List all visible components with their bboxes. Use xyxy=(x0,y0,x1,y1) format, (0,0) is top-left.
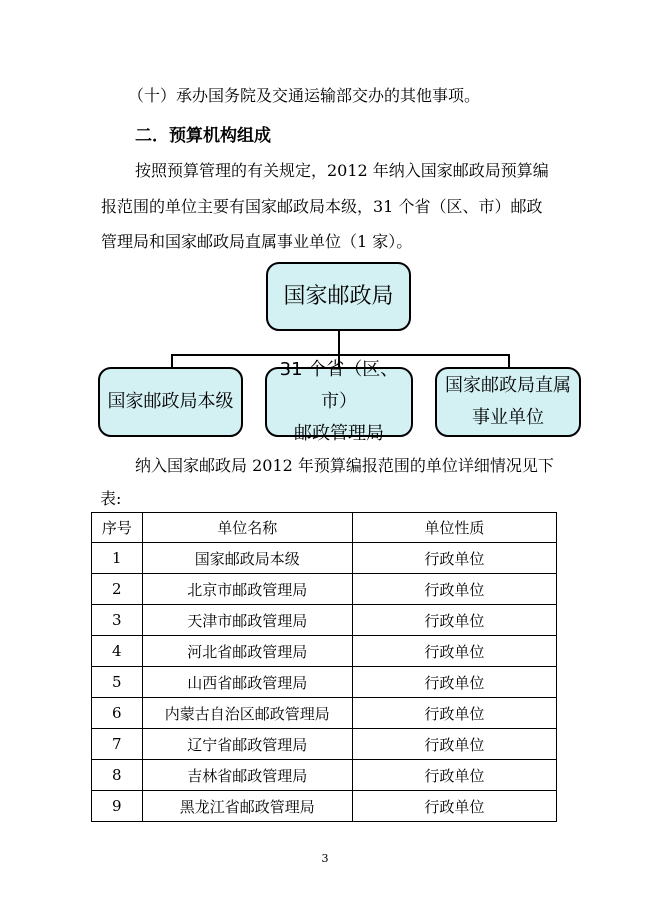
units-table xyxy=(91,512,557,822)
table-row xyxy=(92,543,557,574)
row-unit-type: 行政单位 xyxy=(352,543,556,574)
org-child-label-line2: 邮政管理局 xyxy=(294,423,384,444)
row-unit-name: 天津市邮政管理局 xyxy=(142,605,352,636)
org-child-box-institutions xyxy=(435,367,581,437)
table-row xyxy=(92,605,557,636)
row-unit-type: 行政单位 xyxy=(352,729,556,760)
row-unit-name: 黑龙江省邮政管理局 xyxy=(142,791,352,822)
header-unit-name: 单位名称 xyxy=(142,513,352,543)
table-row xyxy=(92,667,557,698)
row-unit-name: 山西省邮政管理局 xyxy=(142,667,352,698)
connector-root-down xyxy=(338,331,340,355)
table-row xyxy=(92,698,557,729)
row-number: 4 xyxy=(92,636,143,667)
org-root-box xyxy=(266,262,411,331)
row-unit-type: 行政单位 xyxy=(352,760,556,791)
row-unit-name: 北京市邮政管理局 xyxy=(142,574,352,605)
header-number: 序号 xyxy=(92,513,143,543)
row-unit-type: 行政单位 xyxy=(352,791,556,822)
page-number: 3 xyxy=(321,852,329,865)
row-number: 5 xyxy=(92,667,143,698)
row-number: 3 xyxy=(92,605,143,636)
row-unit-type: 行政单位 xyxy=(352,667,556,698)
table-header-row xyxy=(92,513,557,543)
row-number: 6 xyxy=(92,698,143,729)
intro-paragraph-line-2: 报范围的单位主要有国家邮政局本级，31 个省（区、市）邮政 xyxy=(101,197,543,216)
row-unit-type: 行政单位 xyxy=(352,698,556,729)
intro-paragraph-line-1: 按照预算管理的有关规定，2012 年纳入国家邮政局预算编 xyxy=(135,161,549,180)
row-number: 1 xyxy=(92,543,143,574)
org-child-label-line1: 国家邮政局本级 xyxy=(107,391,234,412)
connector-left-drop xyxy=(171,354,173,368)
table-intro-line-2: 表: xyxy=(100,489,122,508)
row-unit-name: 河北省邮政管理局 xyxy=(142,636,352,667)
header-unit-type: 单位性质 xyxy=(352,513,556,543)
table-row xyxy=(92,636,557,667)
intro-paragraph-line-3: 管理局和国家邮政局直属事业单位（1 家）。 xyxy=(101,232,413,251)
row-number: 8 xyxy=(92,760,143,791)
org-child-box-headquarters xyxy=(98,367,243,437)
table-row xyxy=(92,729,557,760)
row-number: 2 xyxy=(92,574,143,605)
org-child-label-line1: 31 个省（区、市） xyxy=(279,359,399,412)
row-unit-type: 行政单位 xyxy=(352,574,556,605)
row-number: 7 xyxy=(92,729,143,760)
table-intro-line-1: 纳入国家邮政局 2012 年预算编报范围的单位详细情况见下 xyxy=(135,456,554,475)
row-unit-type: 行政单位 xyxy=(352,605,556,636)
row-unit-name: 辽宁省邮政管理局 xyxy=(142,729,352,760)
connector-right-drop xyxy=(508,354,510,368)
row-unit-name: 国家邮政局本级 xyxy=(142,543,352,574)
row-unit-name: 内蒙古自治区邮政管理局 xyxy=(142,698,352,729)
org-child-label-line1: 国家邮政局直属 xyxy=(445,375,571,396)
org-child-label-line2: 事业单位 xyxy=(472,407,544,428)
org-root-label: 国家邮政局 xyxy=(283,283,394,309)
org-child-box-provincial xyxy=(265,359,413,444)
table-row xyxy=(92,760,557,791)
table-row xyxy=(92,791,557,822)
row-number: 9 xyxy=(92,791,143,822)
paragraph-item-ten: （十）承办国务院及交通运输部交办的其他事项。 xyxy=(128,86,481,105)
row-unit-name: 吉林省邮政管理局 xyxy=(142,760,352,791)
section-heading: 二．预算机构组成 xyxy=(135,126,271,146)
table-row xyxy=(92,574,557,605)
row-unit-type: 行政单位 xyxy=(352,636,556,667)
